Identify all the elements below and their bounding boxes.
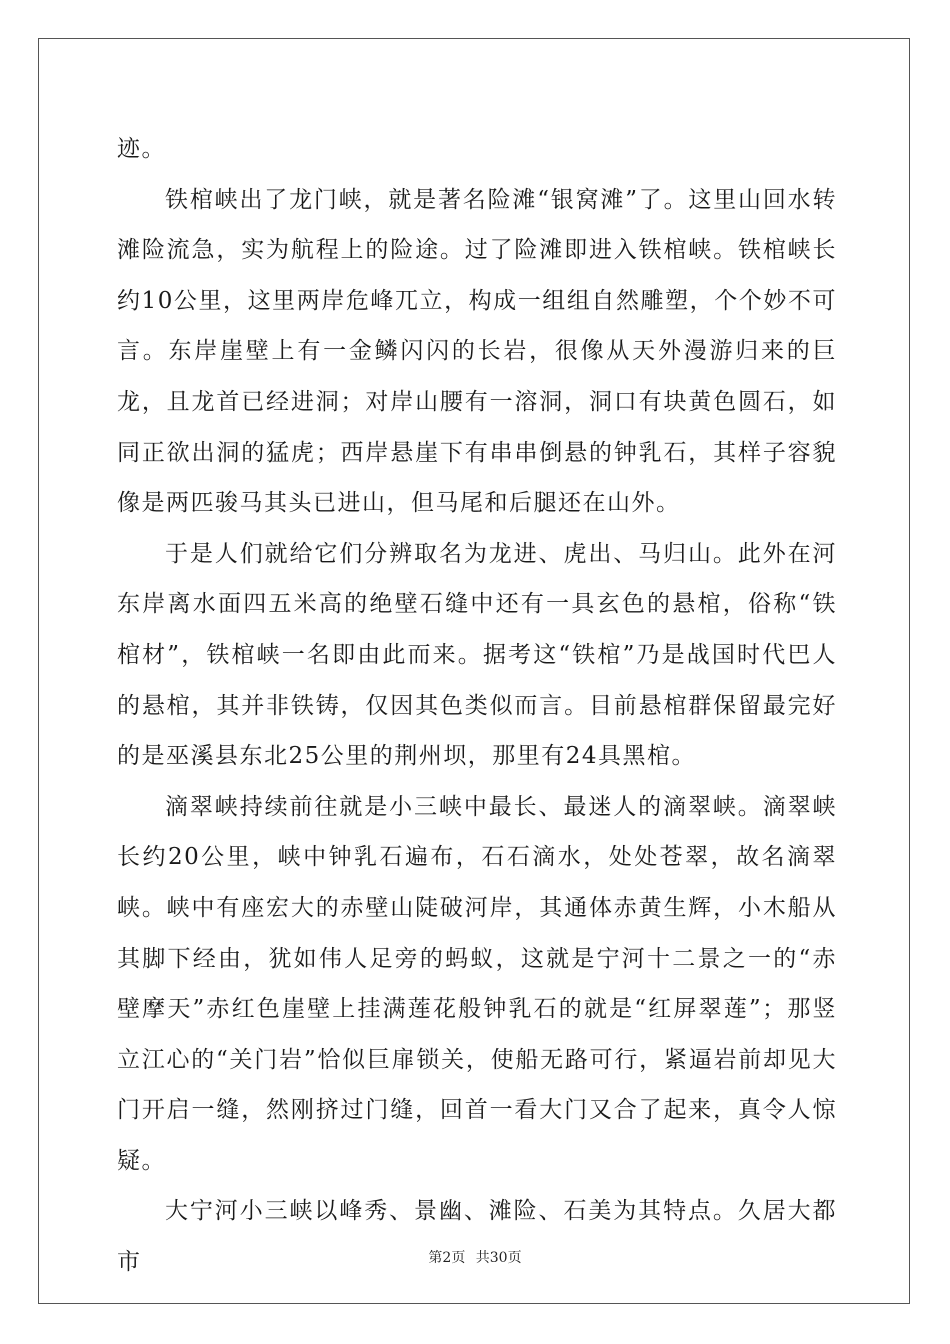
page-number-label: 第2页 共30页 bbox=[428, 1250, 522, 1266]
paragraph-dicui-gorge: 滴翠峡持续前往就是小三峡中最长、最迷人的滴翠峡。滴翠峡长约20公里，峡中钟乳石遍布，石石滴水，处处苍翠，故名滴翠峡。峡中有座宏大的赤壁山陡破河岸，其通体赤黄生辉，小木船从其脚下经由，犹如伟人足旁的蚂蚁，这就是宁河十二景之一的“赤壁摩天”赤红色崖壁上挂满莲花般钟乳石的就是“红屏翠莲”；那竖立江心的“关门岩”恰似巨扉锁关，使船无路可行，紧逼岩前却见大门开启一缝，然刚挤过门缝，回首一看大门又合了起来，真令人惊疑。 bbox=[117, 793, 837, 1174]
paragraph-tieguan-gorge: 铁棺峡出了龙门峡，就是著名险滩“银窝滩”了。这里山回水转滩险流急，实为航程上的险途。过了险滩即进入铁棺峡。铁棺峡长约10公里，这里两岸危峰兀立，构成一组组自然雕塑，个个妙不可言。东岸崖壁上有一金鳞闪闪的长岩，很像从天外漫游归来的巨龙，且龙首已经进洞；对岸山腰有一溶洞，洞口有块黄色圆石，如同正欲出洞的猛虎；西岸悬崖下有串串倒悬的钟乳石，其样子容貌像是两匹骏马其头已进山，但马尾和后腿还在山外。 bbox=[117, 186, 837, 517]
paragraph-continuation: 迹。 bbox=[117, 136, 166, 162]
document-body bbox=[117, 124, 837, 1288]
paragraph-daning-river: 大宁河小三峡以峰秀、景幽、滩险、石美为其特点。久居大都市 bbox=[117, 1198, 837, 1276]
page-footer bbox=[0, 1247, 950, 1267]
paragraph-hanging-coffin: 于是人们就给它们分辨取名为龙进、虎出、马归山。此外在河东岸离水面四五米高的绝壁石缝中还有一具玄色的悬棺，俗称“铁棺材”，铁棺峡一名即由此而来。据考这“铁棺”乃是战国时代巴人的悬棺，其并非铁铸，仅因其色类似而言。目前悬棺群保留最完好的是巫溪县东北25公里的荆州坝，那里有24具黑棺。 bbox=[117, 540, 837, 770]
